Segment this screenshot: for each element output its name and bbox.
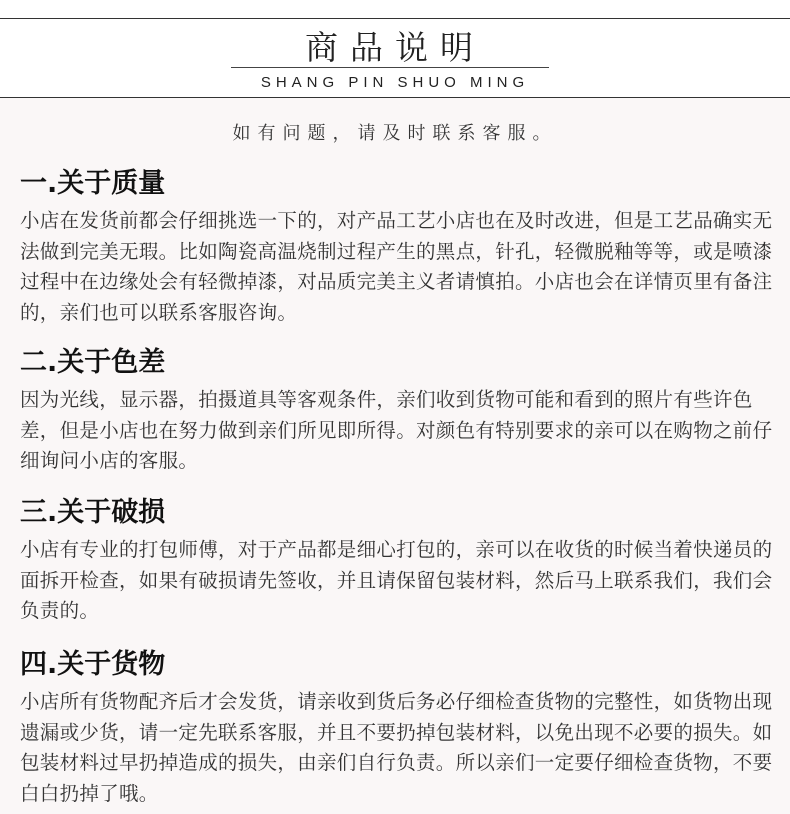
contact-notice: 如有问题，请及时联系客服。: [232, 123, 558, 144]
section-heading: 三.关于破损: [20, 497, 166, 528]
section-quality: [20, 166, 778, 328]
section-heading: 二.关于色差: [20, 347, 166, 378]
section-body: 小店有专业的打包师傅，对于产品都是细心打包的，亲可以在收货的时候当着快递员的面拆开检查，如果有破损请先签收，并且请保留包装材料，然后马上联系我们，我们会负责的。: [20, 538, 773, 622]
page-title-pinyin: SHANG PIN SHUO MING: [260, 74, 530, 91]
section-body: 小店在发货前都会仔细挑选一下的，对产品工艺小店也在及时改进，但是工艺品确实无法做到完美无瑕。比如陶瓷高温烧制过程产生的黑点，针孔，轻微脱釉等等，或是喷漆过程中在边缘处会有轻微掉漆，对品质完美主义者请慎拍。小店也会在详情页里有备注的，亲们也可以联系客服咨询。: [20, 209, 773, 324]
section-heading: 四.关于货物: [20, 649, 166, 680]
bottom-divider: [0, 97, 790, 98]
top-divider: [0, 18, 790, 19]
section-body: 小店所有货物配齐后才会发货，请亲收到货后务必仔细检查货物的完整性，如货物出现遗漏或少货，请一定先联系客服，并且不要扔掉包装材料，以免出现不必要的损失。如包装材料过早扔掉造成的损失，由亲们自行负责。所以亲们一定要仔细检查货物，不要白白扔掉了哦。: [20, 690, 773, 805]
section-body: 因为光线，显示器，拍摄道具等客观条件，亲们收到货物可能和看到的照片有些许色差，但是小店也在努力做到亲们所见即所得。对颜色有特别要求的亲可以在购物之前仔细询问小店的客服。: [20, 388, 773, 472]
section-damage: [20, 495, 778, 627]
title-underline: [231, 67, 549, 68]
section-goods: [20, 647, 778, 809]
section-heading: 一.关于质量: [20, 168, 166, 199]
page-title: 商品说明: [305, 28, 485, 67]
section-color-difference: [20, 345, 778, 477]
